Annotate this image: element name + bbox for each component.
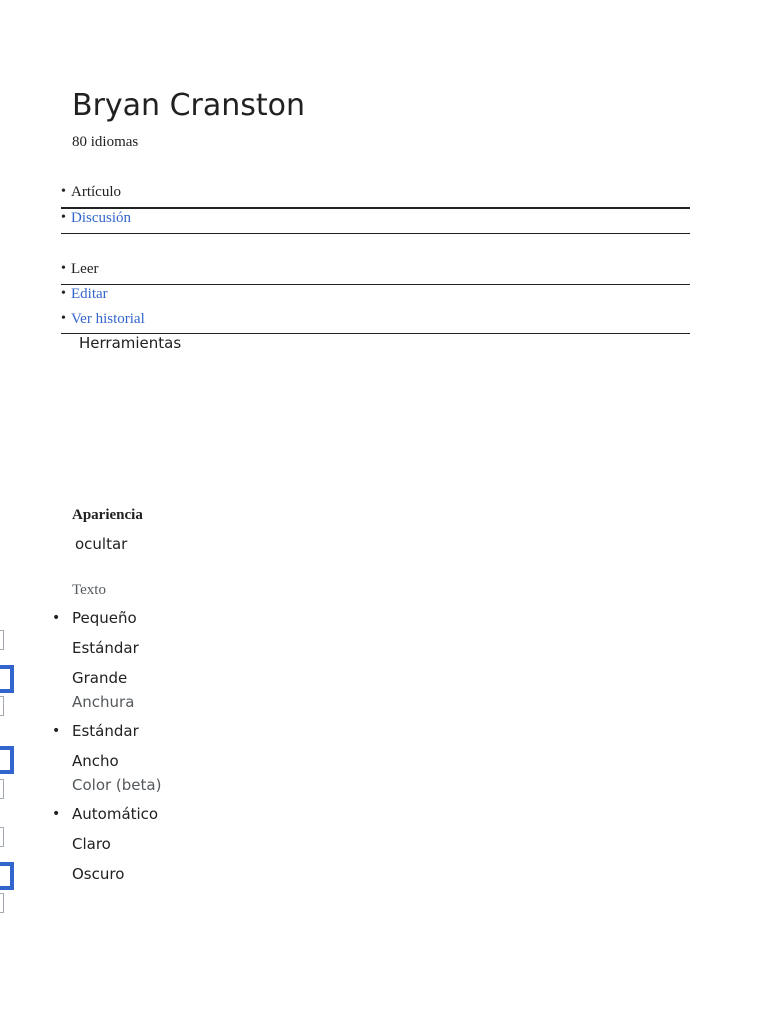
width-wide-option[interactable]: Ancho <box>72 752 119 770</box>
width-standard-option[interactable]: Estándar <box>72 722 139 740</box>
bullet-icon: • <box>61 210 66 225</box>
page-title: Bryan Cranston <box>72 88 306 123</box>
bullet-icon: • <box>61 286 66 301</box>
color-dark-radio[interactable] <box>0 893 4 913</box>
tab-read[interactable] <box>61 260 690 285</box>
tab-discussion[interactable] <box>61 209 690 234</box>
color-automatic-radio[interactable] <box>0 827 4 847</box>
width-standard-radio[interactable] <box>0 746 14 774</box>
bullet-icon: • <box>52 806 61 822</box>
tab-article[interactable] <box>61 183 690 208</box>
color-light-radio[interactable] <box>0 862 14 890</box>
bullet-icon: • <box>61 261 66 276</box>
bullet-icon: • <box>52 723 61 739</box>
text-size-standard-radio[interactable] <box>0 665 14 693</box>
color-light-option[interactable]: Claro <box>72 835 111 853</box>
text-size-small-radio[interactable] <box>0 630 4 650</box>
language-selector[interactable]: 80 idiomas <box>72 134 139 150</box>
color-automatic-option[interactable]: Automático <box>72 805 159 823</box>
width-label: Anchura <box>72 693 135 711</box>
tab-history-label[interactable]: Ver historial <box>71 311 145 327</box>
tab-article-label: Artículo <box>71 184 121 200</box>
text-size-large-radio[interactable] <box>0 696 4 716</box>
text-size-standard-option[interactable]: Estándar <box>72 639 139 657</box>
text-size-label: Texto <box>72 582 106 598</box>
text-size-small-option[interactable]: Pequeño <box>72 609 137 627</box>
bullet-icon: • <box>61 311 66 326</box>
color-label: Color (beta) <box>72 776 162 794</box>
tab-read-label: Leer <box>71 261 99 277</box>
hide-appearance-button[interactable]: ocultar <box>75 535 128 553</box>
tab-discussion-label[interactable]: Discusión <box>71 210 131 226</box>
tools-dropdown[interactable]: Herramientas <box>79 334 182 352</box>
tab-divider <box>61 233 690 234</box>
text-size-large-option[interactable]: Grande <box>72 669 128 687</box>
tab-edit-label[interactable]: Editar <box>71 286 108 302</box>
width-wide-radio[interactable] <box>0 779 4 799</box>
appearance-heading: Apariencia <box>72 507 143 523</box>
bullet-icon: • <box>61 184 66 199</box>
tab-edit[interactable] <box>61 285 690 310</box>
color-dark-option[interactable]: Oscuro <box>72 865 125 883</box>
bullet-icon: • <box>52 610 61 626</box>
tab-history[interactable] <box>61 310 690 335</box>
